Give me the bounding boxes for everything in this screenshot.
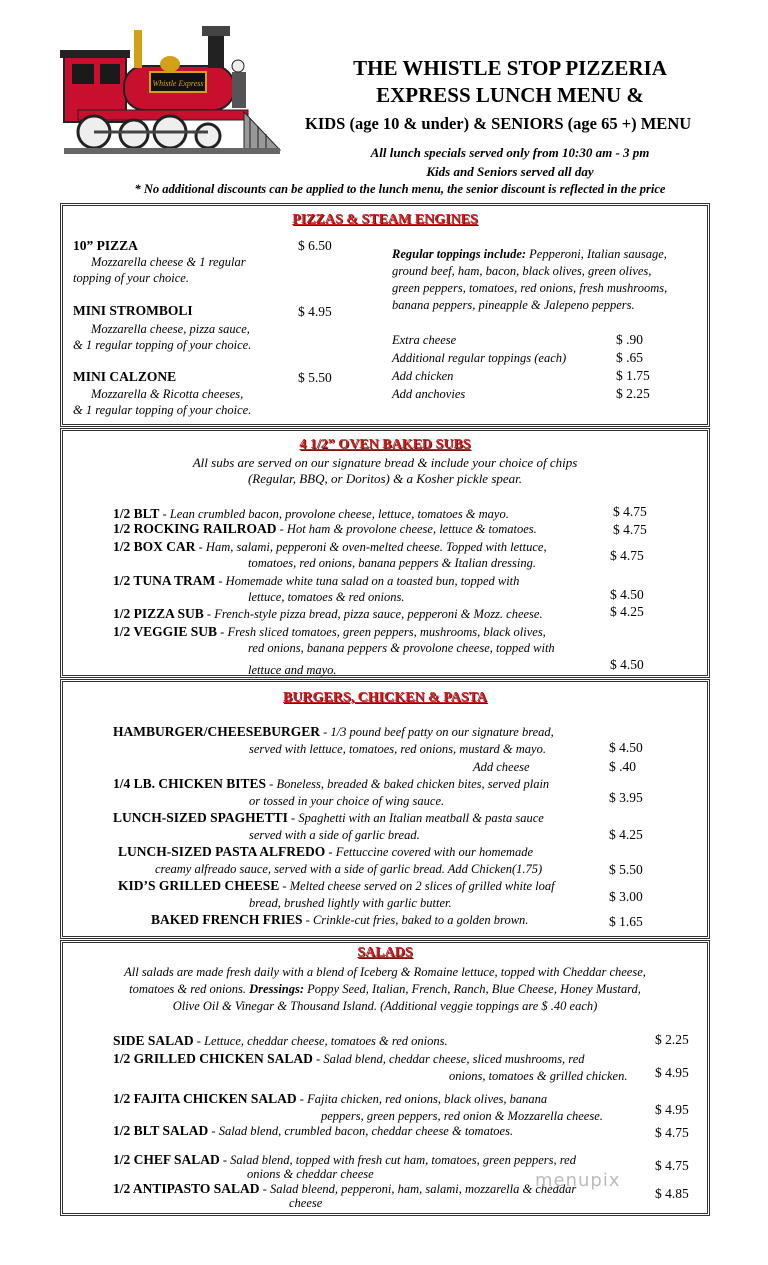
menu-item: SIDE SALAD - Lettuce, cheddar cheese, tomatoes & red onions. [113,1033,448,1048]
train-sign-text: Whistle Express [152,79,204,88]
dressings-label: Dressings: [249,982,305,996]
add-cheese-label: Add cheese [473,760,530,774]
menu-item-desc: bread, brushed lightly with garlic butter. [249,896,452,910]
menu-item-price: $ 4.50 [610,657,644,672]
menu-item: 1/2 ANTIPASTO SALAD - Salad bleend, pepperoni, ham, salami, mozzarella & cheddar [113,1181,577,1196]
extra-name: Add anchovies [392,387,466,401]
menu-item: KID’S GRILLED CHEESE - Melted cheese served on 2 slices of grilled white loaf [118,878,555,893]
toppings-list: green peppers, tomatoes, red onions, fresh mushrooms, [392,281,668,295]
menu-item-price: $ 4.50 [609,740,643,755]
menu-item-price: $ 3.95 [609,790,643,805]
subs-section [60,428,710,678]
menu-item-price: $ 6.50 [298,238,332,253]
menu-item: HAMBURGER/CHEESEBURGER - 1/3 pound beef patty on our signature bread, [113,724,554,739]
menu-item-price: $ 4.75 [610,548,644,563]
extra-name: Extra cheese [392,333,457,347]
menu-item-desc: creamy alfreado sauce, served with a side of garlic bread. Add Chicken(1.75) [155,862,543,876]
menu-item-price: $ 4.50 [610,587,644,602]
section-title-subs: 4 1/2” OVEN BAKED SUBS [299,437,471,452]
menu-item-desc: cheese [289,1196,323,1210]
menu-item-desc: onions, tomatoes & grilled chicken. [449,1069,628,1083]
menu-item: 1/2 TUNA TRAM - Homemade white tuna salad on a toasted bun, topped with [113,573,520,588]
menu-item-desc: or tossed in your choice of wing sauce. [249,794,445,808]
lunch-hours-note: All lunch specials served only from 10:30 am - 3 pm [370,145,650,160]
menu-item: 1/2 VEGGIE SUB - Fresh sliced tomatoes, green peppers, mushrooms, black olives, [113,624,546,639]
menu-item-desc: Mozzarella cheese, pizza sauce, [91,322,250,336]
menu-item-price: $ 4.75 [655,1158,689,1173]
subs-intro: All subs are served on our signature bread & include your choice of chips [192,455,578,470]
menu-item-price: $ 4.75 [613,504,647,519]
restaurant-name: THE WHISTLE STOP PIZZERIA [353,56,667,80]
extra-price: $ 2.25 [616,386,650,401]
menu-item-price: $ 4.95 [655,1102,689,1117]
menu-item: 1/2 BOX CAR - Ham, salami, pepperoni & oven-melted cheese. Topped with lettuce, [113,539,547,554]
menu-item-desc: lettuce, tomatoes & red onions. [248,590,405,604]
menu-item-desc: onions & cheddar cheese [247,1167,374,1181]
extra-price: $ .90 [616,332,643,347]
menu-item: 1/2 ROCKING RAILROAD - Hot ham & provolone cheese, lettuce & tomatoes. [113,521,537,536]
extra-price: $ 1.75 [616,368,650,383]
menu-item-price: $ 4.95 [298,304,332,319]
menu-item-desc: red onions, banana peppers & provolone cheese, topped with [248,641,555,655]
section-title-pizzas: PIZZAS & STEAM ENGINES [292,212,478,227]
menu-item-desc: tomatoes, red onions, banana peppers & Italian dressing. [248,556,536,570]
menu-item: LUNCH-SIZED PASTA ALFREDO - Fettuccine covered with our homemade [118,844,534,859]
train-logo [58,22,284,168]
section-title-salads: SALADS [357,945,413,960]
menu-item: 1/2 GRILLED CHICKEN SALAD - Salad blend, cheddar cheese, sliced mushrooms, red [113,1051,585,1066]
menu-item-price: $ 1.65 [609,914,643,929]
menu-item-price: $ 4.25 [610,604,644,619]
menu-item: 1/4 LB. CHICKEN BITES - Boneless, breaded & baked chicken bites, served plain [113,776,550,791]
toppings-label: Regular toppings include: [392,247,527,261]
menu-item: 1/2 CHEF SALAD - Salad blend, topped with fresh cut ham, tomatoes, green peppers, red [113,1152,576,1167]
toppings-list: Regular toppings include: Pepperoni, Italian sausage, [392,247,667,261]
salads-intro: All salads are made fresh daily with a blend of Iceberg & Romaine lettuce, topped with Cheddar cheese, [124,965,646,979]
menu-item-desc: lettuce and mayo. [248,663,337,677]
extra-price: $ .65 [616,350,643,365]
subs-intro: (Regular, BBQ, or Doritos) & a Kosher pickle spear. [247,471,523,486]
menu-item: BAKED FRENCH FRIES - Crinkle-cut fries, baked to a golden brown. [151,912,529,927]
menu-item-desc: & 1 regular topping of your choice. [73,403,252,417]
menu-item-desc: topping of your choice. [73,271,189,285]
menu-item-price: $ 4.25 [609,827,643,842]
menu-item-price: $ 4.85 [655,1186,689,1201]
menu-item-desc: served with lettuce, tomatoes, red onions, mustard & mayo. [249,742,546,756]
menu-item-desc: & 1 regular topping of your choice. [73,338,252,352]
menu-item-name: MINI CALZONE [73,369,177,384]
menu-item-name: 10” PIZZA [73,238,138,253]
menu-item-name: MINI STROMBOLI [73,303,193,318]
menu-item-desc: Mozzarella cheese & 1 regular [91,255,246,269]
locomotive-icon [58,22,284,168]
menu-item-price: $ 5.50 [609,862,643,877]
kids-seniors-note: Kids and Seniors served all day [426,164,594,179]
extra-name: Additional regular toppings (each) [392,351,567,365]
toppings-list: banana peppers, pineapple & Jalepeno peppers. [392,298,635,312]
salads-intro: Olive Oil & Vinegar & Thousand Island. (Additional veggie toppings are $ .40 each) [172,999,598,1013]
menu-item-desc: Mozzarella & Ricotta cheeses, [91,387,244,401]
section-title-burgers: BURGERS, CHICKEN & PASTA [282,690,488,705]
watermark: menupix [535,1170,621,1191]
menu-item: 1/2 FAJITA CHICKEN SALAD - Fajita chicken, red onions, black olives, banana [113,1091,548,1106]
menu-item: 1/2 BLT SALAD - Salad blend, crumbled bacon, cheddar cheese & tomatoes. [113,1123,514,1138]
menu-title: EXPRESS LUNCH MENU & [376,83,644,107]
burgers-section [60,679,710,939]
menu-item-desc: served with a side of garlic bread. [249,828,420,842]
menu-item-price: $ 2.25 [655,1032,689,1047]
menu-item-desc: peppers, green peppers, red onion & Mozzarella cheese. [321,1109,603,1123]
menu-item-price: $ 4.75 [613,522,647,537]
extra-name: Add chicken [392,369,454,383]
add-cheese-price: $ .40 [609,759,636,774]
salads-intro: tomatoes & red onions. Dressings: Poppy Seed, Italian, French, Ranch, Blue Cheese, Honey Mustard, [129,982,641,996]
menu-item-price: $ 4.95 [655,1065,689,1080]
menu-item-price: $ 3.00 [609,889,643,904]
discount-note: * No additional discounts can be applied to the lunch menu, the senior discount is reflected in the price [134,182,666,196]
pizzas-section [60,203,710,427]
menu-item-price: $ 4.75 [655,1125,689,1140]
menu-subtitle: KIDS (age 10 & under) & SENIORS (age 65 +) MENU [305,114,692,133]
menu-item: 1/2 PIZZA SUB - French-style pizza bread, pizza sauce, pepperoni & Mozz. cheese. [113,606,543,621]
menu-item-price: $ 5.50 [298,370,332,385]
toppings-list: ground beef, ham, bacon, black olives, green olives, [392,264,652,278]
menu-item: LUNCH-SIZED SPAGHETTI - Spaghetti with an Italian meatball & pasta sauce [113,810,544,825]
menu-item: 1/2 BLT - Lean crumbled bacon, provolone cheese, lettuce, tomatoes & mayo. [113,506,509,521]
